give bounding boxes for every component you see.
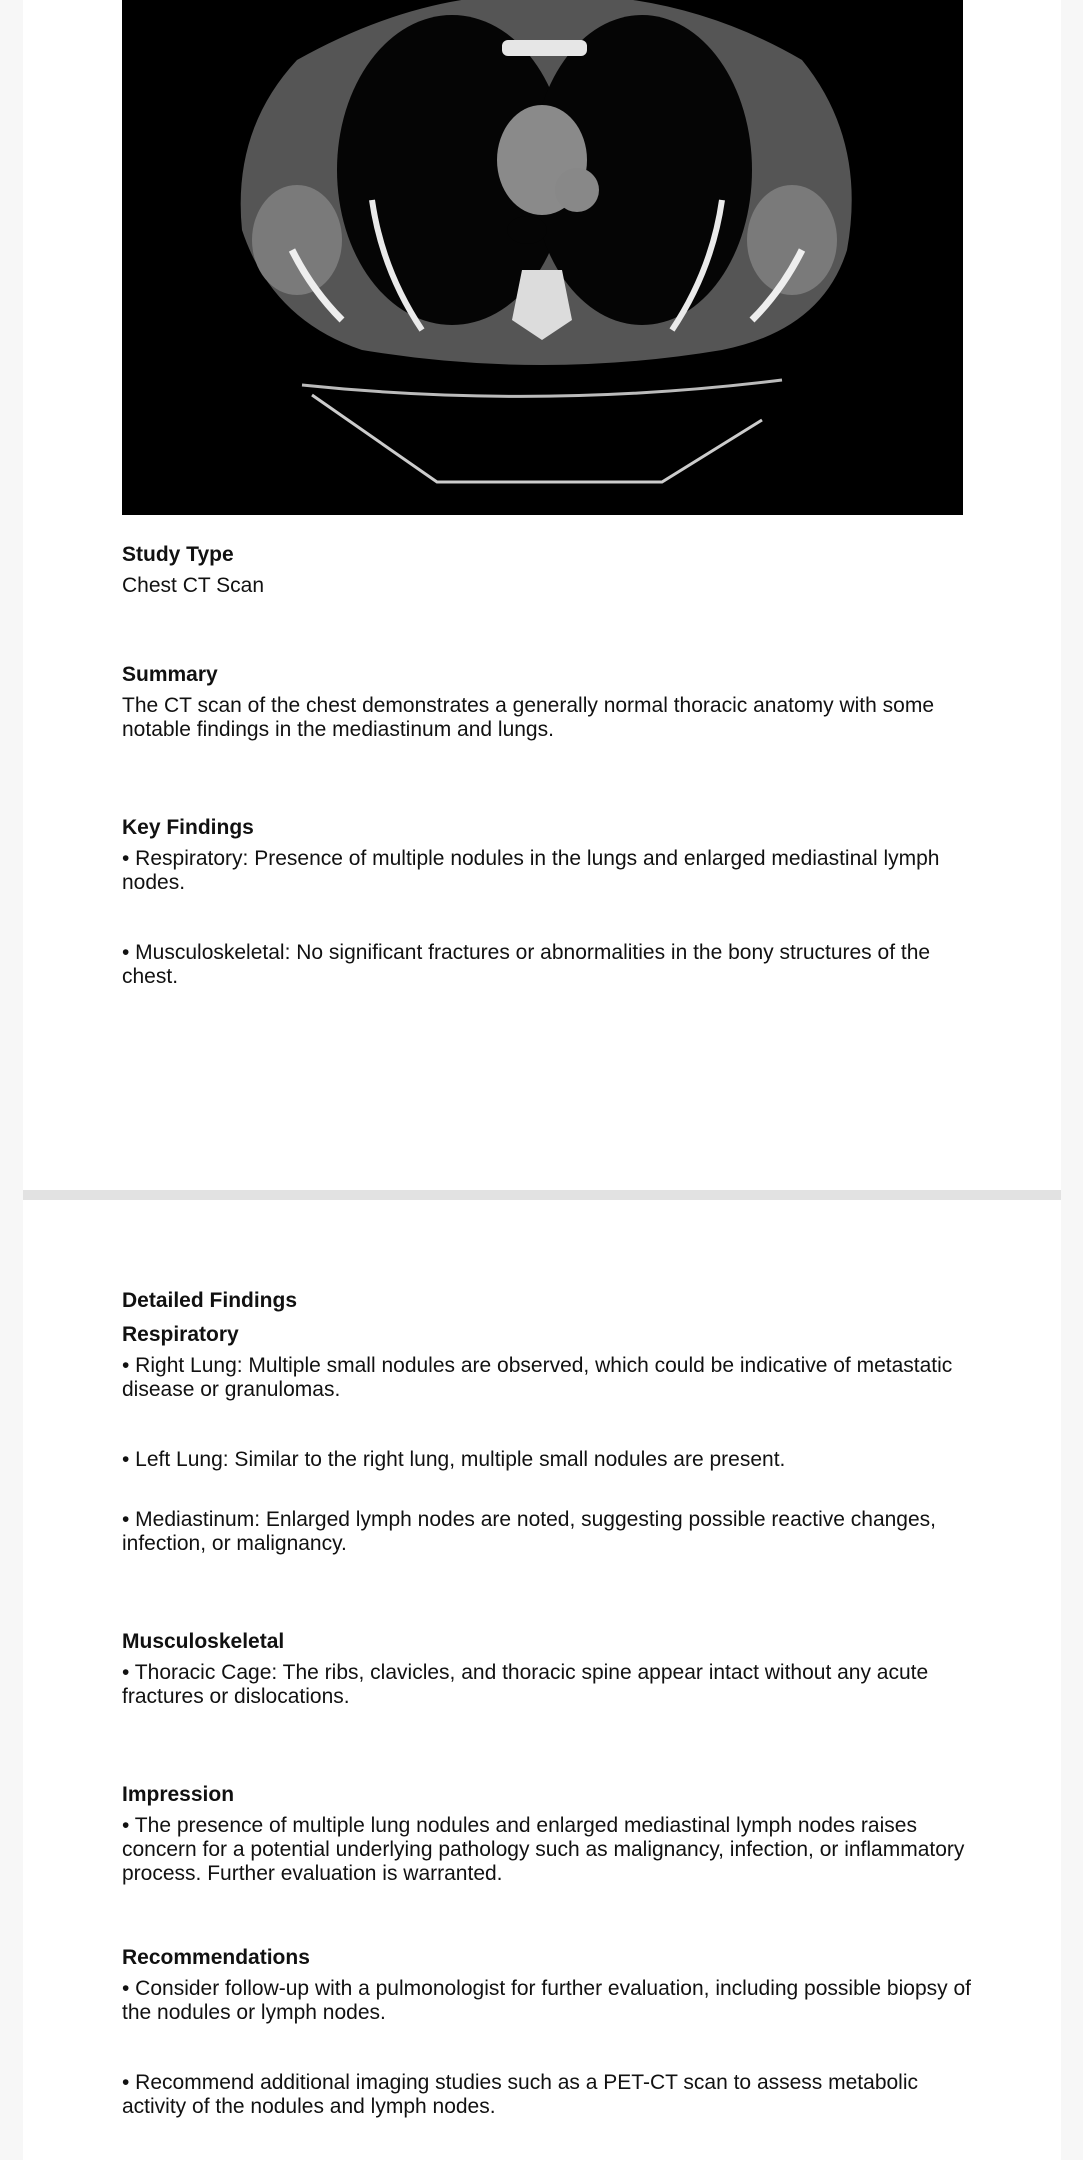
- list-item: • Consider follow-up with a pulmonologist for further evaluation, including possible biopsy of the nodules or lymph nodes.: [122, 1977, 971, 2024]
- musculoskeletal-heading: Musculoskeletal: [122, 1630, 285, 1653]
- study-type-value: Chest CT Scan: [122, 574, 265, 597]
- list-item: • Musculoskeletal: No significant fractures or abnormalities in the bony structures of the chest.: [122, 941, 931, 988]
- list-item: • Mediastinum: Enlarged lymph nodes are noted, suggesting possible reactive changes, infection, or malignancy.: [122, 1508, 936, 1555]
- ct-scan-image: [122, 0, 963, 515]
- list-item: • Respiratory: Presence of multiple nodules in the lungs and enlarged mediastinal lymph nodes.: [122, 847, 940, 894]
- study-type-heading: Study Type: [122, 543, 234, 566]
- detailed-findings-heading: Detailed Findings: [122, 1289, 298, 1312]
- respiratory-heading: Respiratory: [122, 1323, 239, 1346]
- list-item: • The presence of multiple lung nodules and enlarged mediastinal lymph nodes raises concern for a potential underlying pathology such as malignancy, infection, or inflammatory process. Further evaluation is warranted.: [122, 1814, 965, 1885]
- report-page-1: [23, 0, 1061, 1190]
- summary-heading: Summary: [122, 663, 218, 686]
- list-item: • Recommend additional imaging studies such as a PET-CT scan to assess metabolic activity of the nodules and lymph nodes.: [122, 2071, 919, 2118]
- list-item: • Thoracic Cage: The ribs, clavicles, and thoracic spine appear intact without any acute fractures or dislocations.: [122, 1661, 929, 1708]
- musculoskeletal-section: [122, 1629, 982, 1709]
- impression-heading: Impression: [122, 1783, 235, 1806]
- list-item: • Left Lung: Similar to the right lung, multiple small nodules are present.: [122, 1448, 786, 1471]
- key-findings-heading: Key Findings: [122, 816, 254, 839]
- report-page-2: [23, 1200, 1061, 2160]
- recommendations-section: [122, 1945, 982, 2119]
- study-type-section: [122, 542, 982, 598]
- impression-section: [122, 1782, 982, 1886]
- summary-section: [122, 662, 982, 742]
- key-findings-section: [122, 815, 982, 989]
- recommendations-heading: Recommendations: [122, 1946, 310, 1969]
- page-divider: [23, 1190, 1061, 1200]
- summary-text: The CT scan of the chest demonstrates a generally normal thoracic anatomy with some notable findings in the mediastinum and lungs.: [122, 694, 934, 741]
- detailed-findings-section: [122, 1288, 982, 1556]
- list-item: • Right Lung: Multiple small nodules are observed, which could be indicative of metastatic disease or granulomas.: [122, 1354, 953, 1401]
